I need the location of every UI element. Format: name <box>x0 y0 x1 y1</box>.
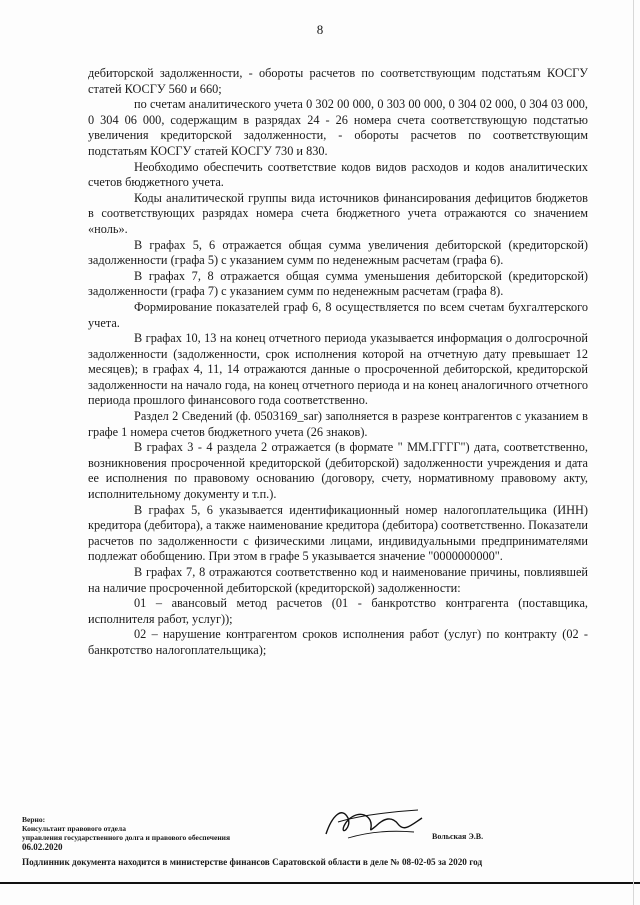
paragraph: В графах 5, 6 указывается идентификационный номер налогоплательщика (ИНН) кредитора (дебитора), а также наименование кредитора (дебитора) соответственно. Показатели расчетов по задолженности с физическими лицами, индивидуальными предпринимателями подлежат обобщению. При этом в графе 5 указывается значение "0000000000". <box>88 502 588 564</box>
certify-department: управления государственного долга и правового обеспечения <box>22 833 231 842</box>
paragraph: В графах 10, 13 на конец отчетного периода указывается информация о долгосрочной задолженности (задолженности, срок исполнения которой на отчетную дату превышает 12 месяцев); в графах 4, 11, 14 отражаются данные о просроченной дебиторской, кредиторской задолженности на начало года, на конец отчетного периода и на конец аналогичного отчетного периода прошлого финансового года соответственно. <box>88 331 588 408</box>
certify-date: 06.02.2020 <box>22 842 63 852</box>
list-item: 01 – авансовый метод расчетов (01 - банкротство контрагента (поставщика, исполнителя работ, услуг)); <box>88 596 588 626</box>
certification-block <box>22 815 282 853</box>
document-body <box>88 66 588 659</box>
scan-border-line <box>0 882 640 884</box>
certify-position: Консультант правового отдела <box>22 824 126 833</box>
paragraph: Формирование показателей граф 6, 8 осуществляется по всем счетам бухгалтерского учета. <box>88 299 588 330</box>
original-location-note: Подлинник документа находится в министерстве финансов Саратовской области в деле № 08-02-05 за 2020 год <box>22 857 483 867</box>
list-item: 02 – нарушение контрагентом сроков исполнения работ (услуг) по контракту (02 - банкротство налогоплательщика); <box>88 627 588 657</box>
signer-name: Вольская Э.В. <box>432 832 484 841</box>
paragraph: по счетам аналитического учета 0 302 00 000, 0 303 00 000, 0 304 02 000, 0 304 03 000, 0 304 06 000, содержащим в разрядах 24 - 26 номера счета соответствующую подстатью увеличения кредиторской задолженности, - обороты расчетов по соответствующим подстатьям КОСГУ статей КОСГУ 730 и 830. <box>88 97 588 158</box>
handwritten-signature <box>318 796 428 846</box>
paragraph: Раздел 2 Сведений (ф. 0503169_sar) заполняется в разрезе контрагентов с указанием в графе 1 номера счетов бюджетного учета (26 знаков). <box>88 409 588 439</box>
paragraph: В графах 7, 8 отражаются соответственно код и наименование причины, повлиявшей на наличие просроченной дебиторской (кредиторской) задолженности: <box>88 565 588 595</box>
scan-edge <box>633 0 634 905</box>
paragraph: В графах 5, 6 отражается общая сумма увеличения дебиторской (кредиторской) задолженности (графа 5) с указанием сумм по неденежным расчетам (графа 6). <box>88 237 588 268</box>
page-number: 8 <box>316 22 324 37</box>
paragraph: Коды аналитической группы вида источников финансирования дефицитов бюджетов в соответствующих разрядах номера счета бюджетного учета отражаются со значением «ноль». <box>88 190 588 236</box>
paragraph: дебиторской задолженности, - обороты расчетов по соответствующим подстатьям КОСГУ статей КОСГУ 560 и 660; <box>88 66 588 96</box>
paragraph: В графах 3 - 4 раздела 2 отражается (в формате " ММ.ГГГГ") дата, соответственно, возникновения просроченной кредиторской (дебиторской) задолженности учреждения и дата ее исполнения по правовому основанию (договору, счету, нормативному правовому акту, исполнительному документу и т.п.). <box>88 440 588 502</box>
certify-label: Верно: <box>22 815 46 824</box>
paragraph: Необходимо обеспечить соответствие кодов видов расходов и кодов аналитических счетов бюджетного учета. <box>88 159 588 190</box>
paragraph: В графах 7, 8 отражается общая сумма уменьшения дебиторской (кредиторской) задолженности (графа 7) с указанием сумм по неденежным расчетам (графа 8). <box>88 268 588 299</box>
